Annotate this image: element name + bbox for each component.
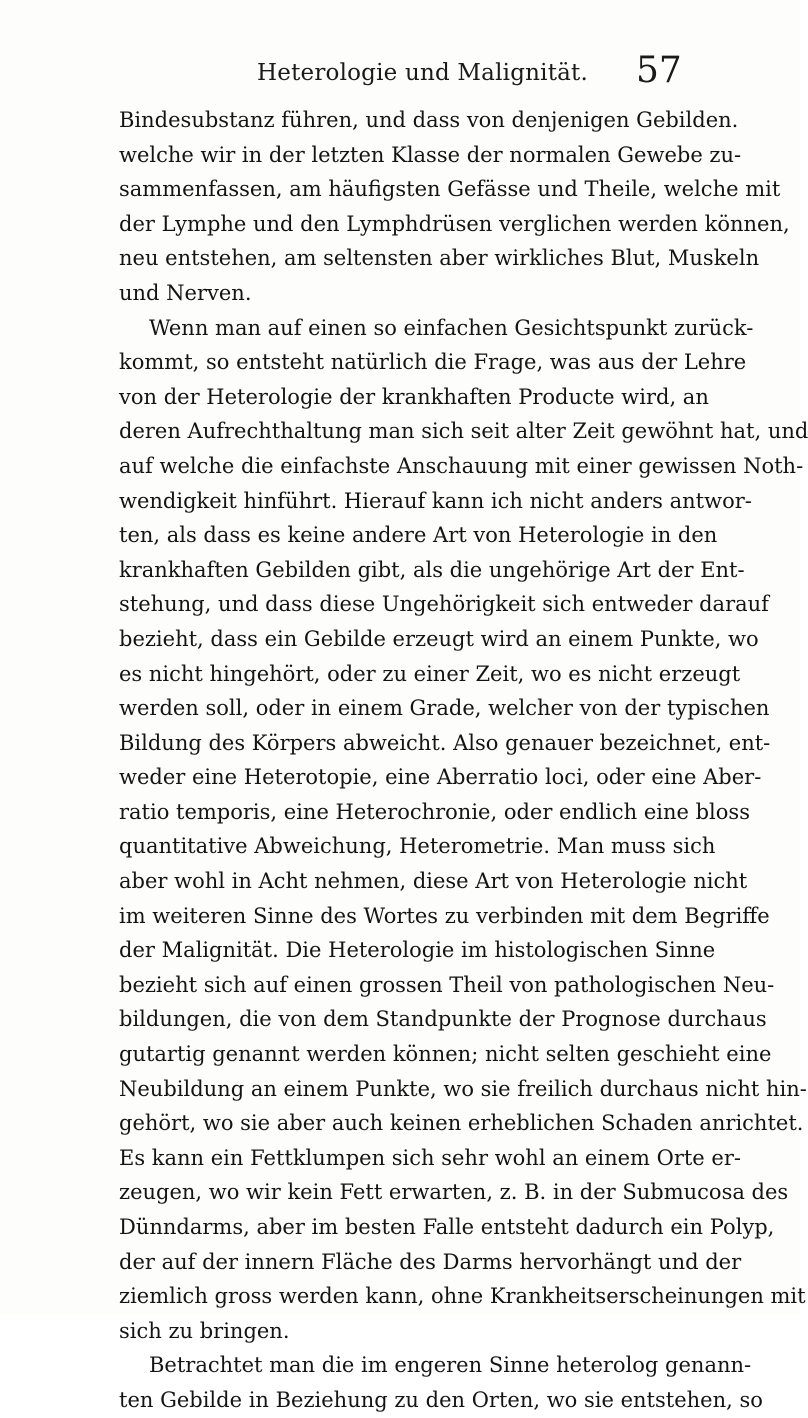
text-line: im weiteren Sinne des Wortes zu verbinden mit dem Begriffe bbox=[119, 903, 770, 928]
text-line: ziemlich gross werden kann, ohne Krankheitserscheinungen mit bbox=[119, 1284, 806, 1309]
text-line: werden soll, oder in einem Grade, welcher von der typischen bbox=[119, 696, 770, 721]
text-line: Dünndarms, aber im besten Falle entsteht dadurch ein Polyp, bbox=[119, 1215, 775, 1239]
text-line: bezieht sich auf einen grossen Theil von pathologischen Neu- bbox=[119, 972, 775, 997]
text-line: der Malignität. Die Heterologie im histologischen Sinne bbox=[119, 938, 716, 963]
text-line: gehört, wo sie aber auch keinen erheblichen Schaden anrichtet. bbox=[119, 1111, 804, 1136]
text-line: gutartig genannt werden können; nicht selten geschieht eine bbox=[119, 1042, 772, 1067]
text-line: krankhaften Gebilden gibt, als die ungehörige Art der Ent- bbox=[119, 557, 745, 582]
running-title: Heterologie und Malignität. bbox=[257, 60, 589, 86]
text-line: welche wir in der letzten Klasse der normalen Gewebe zu- bbox=[119, 142, 742, 167]
text-line: aber wohl in Acht nehmen, diese Art von Heterologie nicht bbox=[119, 869, 748, 894]
text-line: zeugen, wo wir kein Fett erwarten, z. B. in der Submucosa des bbox=[119, 1180, 789, 1205]
text-line: quantitative Abweichung, Heterometrie. Man muss sich bbox=[119, 834, 716, 859]
text-line: deren Aufrechthaltung man sich seit alter Zeit gewöhnt hat, und bbox=[119, 419, 808, 444]
text-line: auf welche die einfachste Anschauung mit einer gewissen Noth- bbox=[119, 453, 804, 478]
text-line: von der Heterologie der krankhaften Producte wird, an bbox=[119, 384, 709, 409]
text-line: sammenfassen, am häufigsten Gefässe und Theile, welche mit bbox=[119, 177, 781, 202]
text-line: Bildung des Körpers abweicht. Also genauer bezeichnet, ent- bbox=[119, 730, 771, 755]
text-line: es nicht hingehört, oder zu einer Zeit, wo es nicht erzeugt bbox=[119, 661, 741, 686]
text-line: bezieht, dass ein Gebilde erzeugt wird an einem Punkte, wo bbox=[119, 626, 759, 651]
text-line: stehung, und dass diese Ungehörigkeit sich entweder darauf bbox=[119, 592, 769, 617]
text-line: Wenn man auf einen so einfachen Gesichtspunkt zurück- bbox=[149, 315, 754, 340]
body-text bbox=[119, 103, 808, 1418]
text-line: der Lymphe und den Lymphdrüsen verglichen werden können, bbox=[119, 211, 790, 236]
text-line: Neubildung an einem Punkte, wo sie freilich durchaus nicht hin- bbox=[119, 1076, 807, 1101]
text-line: ten Gebilde in Beziehung zu den Orten, wo sie entstehen, so bbox=[119, 1387, 763, 1412]
text-line: kommt, so entsteht natürlich die Frage, was aus der Lehre bbox=[119, 350, 747, 375]
text-line: Bindesubstanz führen, und dass von denjenigen Gebilden. bbox=[119, 108, 739, 132]
text-line: bildungen, die von dem Standpunkte der Prognose durchaus bbox=[119, 1007, 767, 1032]
page-header bbox=[0, 50, 800, 94]
text-line: ten, als dass es keine andere Art von Heterologie in den bbox=[119, 523, 718, 548]
text-line: weder eine Heterotopie, eine Aberratio loci, oder eine Aber- bbox=[119, 765, 762, 790]
text-line: Es kann ein Fettklumpen sich sehr wohl an einem Orte er- bbox=[119, 1145, 741, 1170]
text-line: Betrachtet man die im engeren Sinne heterolog genann- bbox=[149, 1353, 752, 1378]
text-line: sich zu bringen. bbox=[119, 1318, 290, 1343]
text-line: und Nerven. bbox=[119, 280, 252, 305]
text-line: ratio temporis, eine Heterochronie, oder endlich eine bloss bbox=[119, 799, 750, 824]
text-line: der auf der innern Fläche des Darms hervorhängt und der bbox=[119, 1249, 742, 1274]
text-line: wendigkeit hinführt. Hierauf kann ich nicht anders antwor- bbox=[119, 488, 752, 513]
page-number: 57 bbox=[636, 50, 682, 91]
text-line: neu entstehen, am seltensten aber wirkliches Blut, Muskeln bbox=[119, 246, 760, 271]
